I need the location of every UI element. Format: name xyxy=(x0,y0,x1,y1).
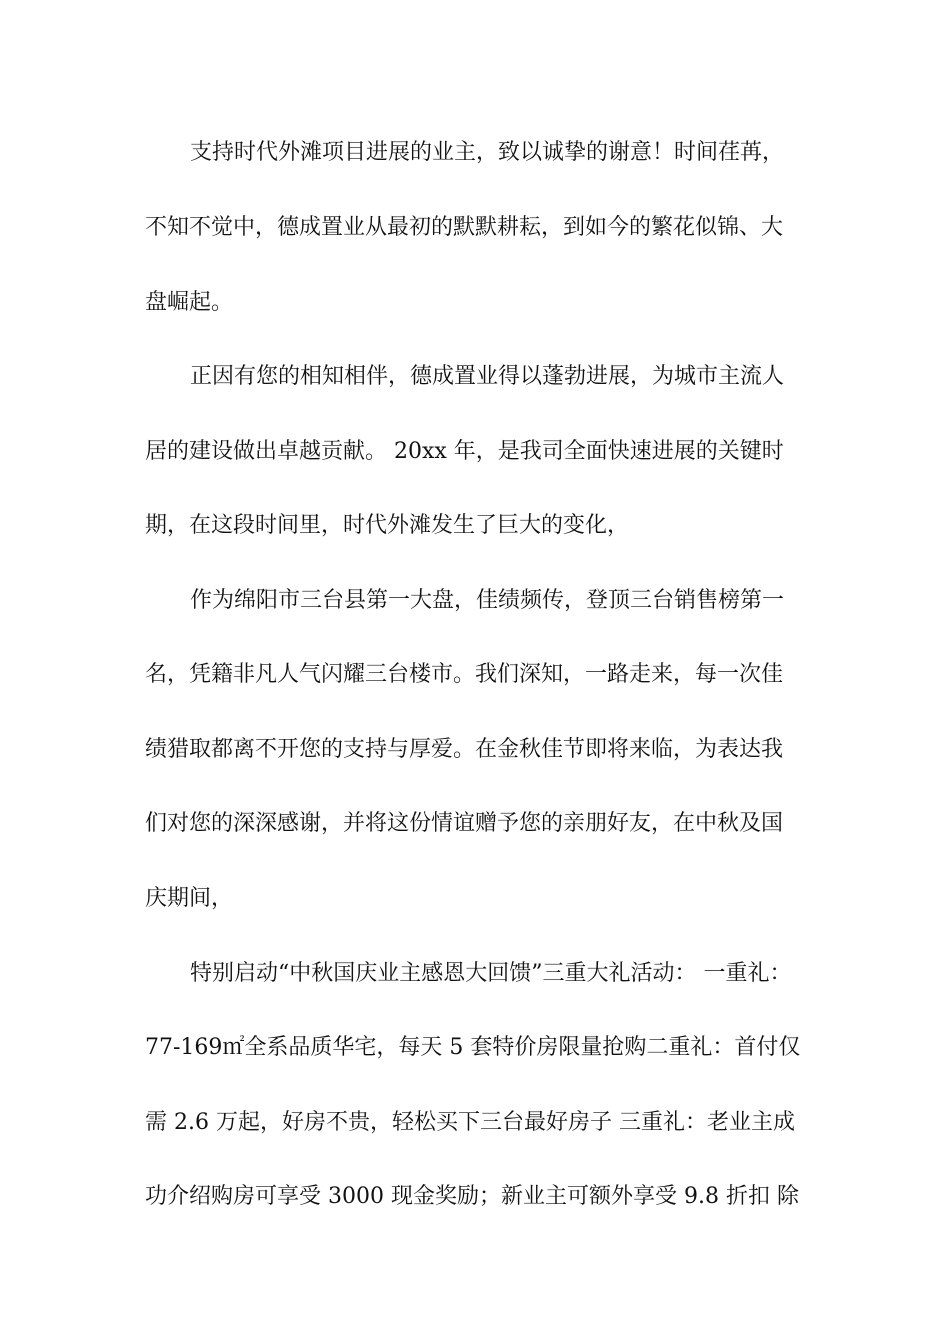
paragraph-3-line-5: 庆期间， xyxy=(145,886,234,911)
paragraph-2-line-2: 居的建设做出卓越贡献。 20xx 年，是我司全面快速进展的关键时 xyxy=(145,439,784,464)
paragraph-4-line-1: 特别启动“中秋国庆业主感恩大回馈”三重大礼活动： 一重礼： xyxy=(190,961,792,986)
paragraph-4-line-3: 需 2.6 万起，好房不贵，轻松买下三台最好房子 三重礼：老业主成 xyxy=(145,1110,795,1135)
paragraph-1-line-2: 不知不觉中，德成置业从最初的默默耕耘，到如今的繁花似锦、大 xyxy=(145,215,784,240)
paragraph-1-line-1: 支持时代外滩项目进展的业主，致以诚挚的谢意！时间荏苒， xyxy=(190,140,785,165)
paragraph-2-line-1: 正因有您的相知相伴，德成置业得以蓬勃进展，为城市主流人 xyxy=(190,364,785,389)
paragraph-3-line-3: 绩猎取都离不开您的支持与厚爱。在金秋佳节即将来临，为表达我 xyxy=(145,737,784,762)
paragraph-3-line-2: 名，凭籍非凡人气闪耀三台楼市。我们深知，一路走来，每一次佳 xyxy=(145,662,784,687)
paragraph-3-line-1: 作为绵阳市三台县第一大盘，佳绩频传，登顶三台销售榜第一 xyxy=(190,588,785,613)
paragraph-4-line-4: 功介绍购房可享受 3000 现金奖励；新业主可额外享受 9.8 折扣 除 xyxy=(145,1184,799,1209)
paragraph-4-line-2: 77-169㎡全系品质华宅，每天 5 套特价房限量抢购二重礼：首付仅 xyxy=(145,1035,801,1060)
paragraph-3-line-4: 们对您的深深感谢，并将这份情谊赠予您的亲朋好友，在中秋及国 xyxy=(145,811,784,836)
paragraph-2-line-3: 期，在这段时间里，时代外滩发生了巨大的变化， xyxy=(145,513,630,538)
paragraph-1-line-3: 盘崛起。 xyxy=(145,290,234,315)
